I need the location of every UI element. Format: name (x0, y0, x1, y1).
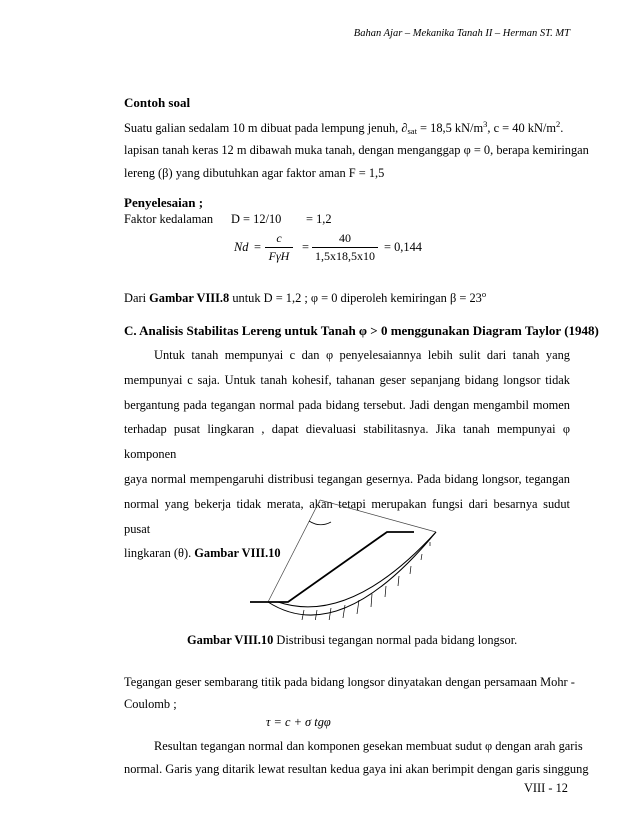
solution-title: Penyelesaian ; (124, 195, 204, 210)
slope-profile (250, 532, 414, 602)
nd-numerator-2: 40 (339, 231, 351, 245)
depth-value: = 1,2 (306, 212, 332, 226)
page-number: VIII - 12 (523, 781, 568, 795)
mohr-line-3: Resultan tegangan normal dan komponen gesekan membuat sudut φ dengan arah garis (154, 739, 583, 753)
nd-lhs: Nd (234, 240, 249, 254)
degree-superscript: o (481, 289, 487, 299)
example-line-1 (124, 119, 570, 136)
slip-surface (268, 532, 436, 615)
caption-label: Gambar VIII.10 (187, 633, 274, 647)
fraction-bar-2 (312, 247, 378, 248)
example-line-3: lereng (β) yang dibutuhkan agar faktor aman F = 1,5 (124, 166, 385, 180)
mohr-line-4: normal. Garis yang ditarik lewat resultan kedua gaya ini akan berimpit dengan garis singgung (124, 762, 589, 776)
nd-numerator-1: c (276, 231, 282, 245)
figure-caption (187, 633, 517, 648)
section-c-title: C. Analisis Stabilitas Lereng untuk Tanah φ > 0 menggunakan Diagram Taylor (1948) (124, 323, 599, 338)
paragraph-line: lingkaran (θ). (124, 546, 195, 561)
mohr-line-1: Tegangan geser sembarang titik pada bidang longsor dinyatakan dengan persamaan Mohr - (124, 675, 575, 689)
result-text: untuk D = 1,2 ; φ = 0 diperoleh kemiringan β = 23 (229, 291, 482, 305)
superscript: 2 (555, 119, 561, 129)
radius-line (268, 500, 320, 602)
superscript: 3 (483, 119, 488, 129)
result-text: Dari (124, 291, 150, 305)
example-title: Contoh soal (124, 95, 191, 110)
normal-stress-arrows (302, 542, 430, 620)
example-text: = 18,5 kN/m (416, 121, 484, 135)
radius-line (320, 500, 436, 532)
depth-label: Faktor kedalaman (124, 212, 214, 226)
paragraph-line: Untuk tanah mempunyai c dan φ penyelesaiannya lebih sulit dari tanah yang (154, 348, 570, 362)
fraction-bar-1 (265, 247, 293, 248)
nd-result: = 0,144 (384, 240, 422, 254)
figure-reference: Gambar VIII.8 (149, 291, 230, 305)
result-line (124, 289, 486, 306)
running-header: Bahan Ajar – Mekanika Tanah II – Herman ST. MT (353, 28, 570, 39)
paragraph-line: gaya normal mempengaruhi distribusi tegangan gesernya. Pada bidang longsor, tegangan (124, 471, 570, 486)
sat-subscript: sat (407, 126, 417, 136)
paragraph-line: mempunyai c saja. Untuk tanah kohesif, tahanan geser sepanjang bidang longsor tidak (124, 372, 570, 387)
nd-denominator-2: 1,5x18,5x10 (315, 249, 375, 263)
depth-expression: D = 12/10 (231, 212, 282, 226)
nd-denominator-1: FγH (268, 249, 290, 263)
angle-arc (309, 521, 331, 525)
example-text: . (560, 121, 564, 135)
paragraph-line: bergantung pada tegangan normal pada bidang tersebut. Jadi dengan mengambil momen (124, 397, 570, 412)
paragraph-line: normal yang bekerja tidak merata, akan tetapi merupakan fungsi dari besarnya sudut pusat (124, 496, 570, 536)
paragraph-line: terhadap pusat lingkaran , dapat dievaluasi stabilitasnya. Jika tanah mempunyai φ komponen (124, 422, 570, 462)
nd-equals-2: = (302, 240, 309, 254)
example-text: , c = 40 kN/m (487, 121, 556, 135)
stress-distribution-curve (278, 532, 436, 607)
caption-text: Distribusi tegangan normal pada bidang longsor. (273, 633, 518, 647)
example-text: Suatu galian sedalam 10 m dibuat pada lempung jenuh, ∂ (124, 121, 408, 135)
example-line-2: lapisan tanah keras 12 m dibawah muka tanah, dengan menganggap φ = 0, berapa kemiringan (124, 143, 589, 157)
mohr-coulomb-equation: τ = c + σ tgφ (266, 715, 331, 729)
figure-reference: Gambar VIII.10 (194, 546, 281, 561)
mohr-line-2: Coulomb ; (124, 697, 177, 711)
slope-stress-diagram (240, 496, 460, 620)
nd-equals-1: = (254, 240, 261, 254)
